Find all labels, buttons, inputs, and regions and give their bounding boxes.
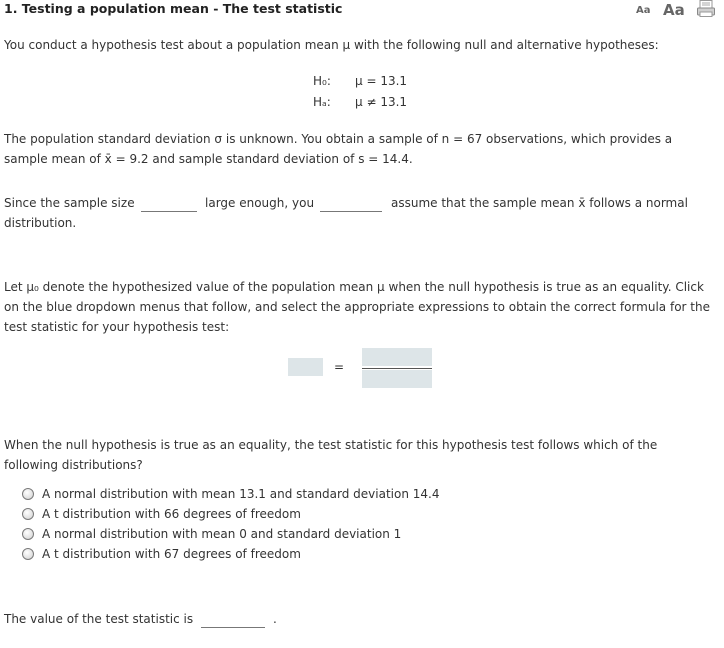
font-size-large-button[interactable]: Aa bbox=[663, 1, 685, 19]
numerator-dropdown[interactable] bbox=[362, 348, 432, 366]
can-cannot-dropdown[interactable] bbox=[320, 200, 382, 212]
option-label: A t distribution with 67 degrees of freedom bbox=[42, 547, 301, 561]
fraction-bar bbox=[362, 368, 432, 369]
alternative-hypothesis-expression: μ ≠ 13.1 bbox=[355, 95, 408, 109]
option-t-67[interactable] bbox=[22, 544, 301, 564]
is-isnot-dropdown[interactable] bbox=[141, 200, 197, 212]
equals-sign: = bbox=[334, 360, 345, 374]
sample-info-line-2: sample mean of x̄ = 9.2 and sample standard deviation of s = 14.4. bbox=[4, 152, 413, 166]
radio-button[interactable] bbox=[22, 488, 34, 500]
option-normal-13-1[interactable] bbox=[22, 484, 439, 504]
radio-button[interactable] bbox=[22, 528, 34, 540]
radio-button[interactable] bbox=[22, 508, 34, 520]
radio-button[interactable] bbox=[22, 548, 34, 560]
test-statistic-symbol-dropdown[interactable] bbox=[288, 358, 323, 376]
formula-intro-line-3: test statistic for your hypothesis test: bbox=[4, 320, 230, 334]
distribution-question-line-2: following distributions? bbox=[4, 458, 143, 472]
null-hypothesis-label: H₀: bbox=[313, 74, 331, 88]
sample-size-text-4: distribution. bbox=[4, 216, 77, 230]
sample-size-text-3: assume that the sample mean x̄ follows a normal bbox=[391, 196, 688, 210]
print-icon[interactable] bbox=[697, 0, 715, 17]
formula-intro-line-2: on the blue dropdown menus that follow, and select the appropriate expressions to obtain the correct formula for the bbox=[4, 300, 710, 314]
intro-text: You conduct a hypothesis test about a population mean μ with the following null and alternative hypotheses: bbox=[4, 38, 659, 52]
period: . bbox=[273, 612, 277, 626]
sample-size-text-1: Since the sample size bbox=[4, 196, 135, 210]
option-t-66[interactable] bbox=[22, 504, 301, 524]
test-statistic-value-label: The value of the test statistic is bbox=[4, 612, 194, 626]
denominator-dropdown[interactable] bbox=[362, 370, 432, 388]
alternative-hypothesis-label: Hₐ: bbox=[313, 95, 331, 109]
option-normal-0-1[interactable] bbox=[22, 524, 401, 544]
sample-size-text-2: large enough, you bbox=[205, 196, 315, 210]
font-size-small-button[interactable]: Aa bbox=[636, 5, 651, 16]
null-hypothesis-expression: μ = 13.1 bbox=[355, 74, 408, 88]
option-label: A normal distribution with mean 0 and standard deviation 1 bbox=[42, 527, 402, 541]
distribution-question-line-1: When the null hypothesis is true as an equality, the test statistic for this hypothesis test follows which of the bbox=[4, 438, 658, 452]
option-label: A t distribution with 66 degrees of freedom bbox=[42, 507, 301, 521]
sample-info-line-1: The population standard deviation σ is unknown. You obtain a sample of n = 67 observations, which provides a bbox=[4, 132, 673, 146]
test-statistic-input[interactable] bbox=[201, 616, 265, 628]
formula-intro-line-1: Let μ₀ denote the hypothesized value of the population mean μ when the null hypothesis is true as an equality. Click bbox=[4, 280, 704, 294]
page-title: 1. Testing a population mean - The test statistic bbox=[4, 1, 343, 16]
option-label: A normal distribution with mean 13.1 and standard deviation 14.4 bbox=[42, 487, 440, 501]
